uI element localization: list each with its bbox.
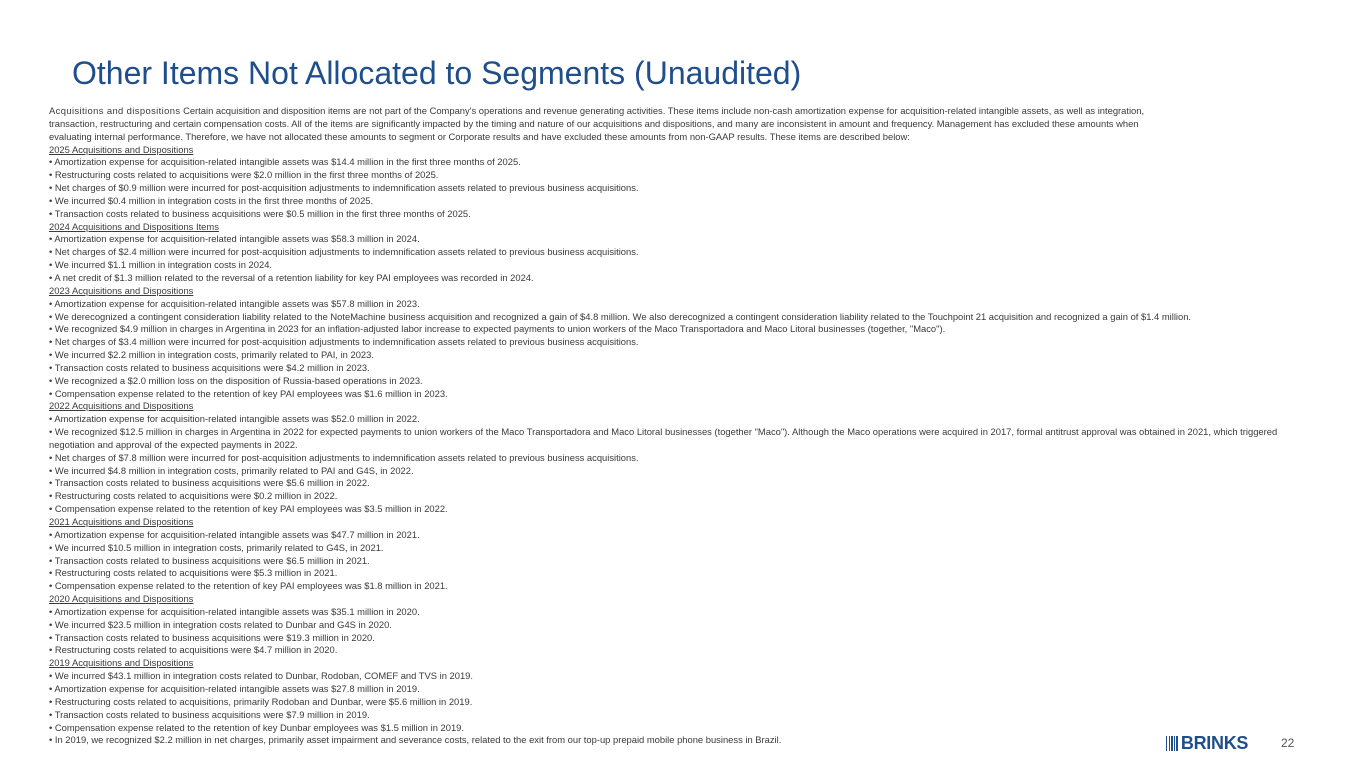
section-heading-2019: 2019 Acquisitions and Dispositions bbox=[49, 657, 194, 669]
bullet-item: • Amortization expense for acquisition-related intangible assets was $52.0 million in 2022. bbox=[49, 413, 420, 425]
bullet-item: • We incurred $1.1 million in integration costs in 2024. bbox=[49, 259, 273, 271]
section-heading-2021: 2021 Acquisitions and Dispositions bbox=[49, 516, 194, 527]
section-2020 bbox=[49, 593, 1301, 606]
bullet-item: • We incurred $0.4 million in integration costs in the first three months of 2025. bbox=[49, 194, 374, 206]
bullet-item: • Amortization expense for acquisition-related intangible assets was $57.8 million in 2023. bbox=[49, 297, 420, 309]
page-number: 22 bbox=[1281, 736, 1295, 750]
brinks-logo bbox=[1166, 735, 1248, 751]
bullet-item: • Amortization expense for acquisition-related intangible assets was $14.4 million in the first three months of 2025. bbox=[49, 156, 521, 168]
bullet-item: • We incurred $4.8 million in integration costs, primarily related to PAI and G4S, in 2022. bbox=[49, 464, 414, 476]
body-content bbox=[49, 105, 1301, 747]
bullet-item: • Compensation expense related to the retention of key PAI employees was $1.8 million in 2021. bbox=[49, 580, 448, 592]
section-heading-2024: 2024 Acquisitions and Dispositions Items bbox=[49, 220, 219, 232]
bullet-item: • Transaction costs related to business acquisitions were $6.5 million in 2021. bbox=[49, 554, 370, 566]
section-2021 bbox=[49, 516, 1301, 529]
logo-text: BRINKS bbox=[1180, 733, 1249, 753]
intro-paragraph-line-2: transaction, restructuring and certain compensation costs. All of the items are significantly impacted by the timing and nature of our acquisitions and dispositions, and many are inconsistent in amount and frequency. Management has excluded these amounts when bbox=[49, 117, 1139, 129]
bullet-item: • We recognized a $2.0 million loss on the disposition of Russia-based operations in 2023. bbox=[49, 374, 423, 386]
bullet-item: • We incurred $10.5 million in integration costs, primarily related to G4S, in 2021. bbox=[49, 541, 384, 553]
bullet-item: • Transaction costs related to business acquisitions were $0.5 million in the first three months of 2025. bbox=[49, 207, 471, 219]
section-2019 bbox=[49, 657, 1301, 670]
bullet-item: • We incurred $2.2 million in integration costs, primarily related to PAI, in 2023. bbox=[49, 349, 374, 361]
bullet-item: • Restructuring costs related to acquisitions were $4.7 million in 2020. bbox=[49, 644, 338, 656]
section-heading-2025: 2025 Acquisitions and Dispositions bbox=[49, 143, 194, 155]
bullet-item: • Net charges of $3.4 million were incurred for post-acquisition adjustments to indemnification assets related to previous business acquisitions. bbox=[49, 336, 639, 348]
section-2022 bbox=[49, 400, 1301, 413]
intro-text-1: Certain acquisition and disposition items are not part of the Company's operations and revenue generating activities. These items include non-cash amortization expense for acquisition-related intangible assets, as well as integration, bbox=[180, 105, 1145, 116]
bullet-item: • Transaction costs related to business acquisitions were $7.9 million in 2019. bbox=[49, 708, 370, 720]
section-heading-2020: 2020 Acquisitions and Dispositions bbox=[49, 593, 194, 605]
bullet-item: • In 2019, we recognized $2.2 million in net charges, primarily asset impairment and severance costs, related to the exit from our top-up prepaid mobile phone business in Brazil. bbox=[49, 734, 782, 746]
bullet-item: • Compensation expense related to the retention of key PAI employees was $1.6 million in 2023. bbox=[49, 387, 448, 399]
bullet-item: • Net charges of $0.9 million were incurred for post-acquisition adjustments to indemnification assets related to previous business acquisitions. bbox=[49, 182, 639, 194]
bullet-item: • Net charges of $2.4 million were incurred for post-acquisition adjustments to indemnification assets related to previous business acquisitions. bbox=[49, 246, 639, 258]
bullet-item: • Restructuring costs related to acquisitions were $5.3 million in 2021. bbox=[49, 567, 338, 579]
section-2024 bbox=[49, 221, 1301, 234]
intro-paragraph-line-1 bbox=[49, 105, 1301, 118]
bullet-item: • We incurred $43.1 million in integration costs related to Dunbar, Rodoban, COMEF and TVS in 2019. bbox=[49, 670, 473, 682]
bullet-item: • Transaction costs related to business acquisitions were $4.2 million in 2023. bbox=[49, 361, 370, 373]
bullet-item: • Transaction costs related to business acquisitions were $19.3 million in 2020. bbox=[49, 631, 375, 643]
bullet-item: • Amortization expense for acquisition-related intangible assets was $27.8 million in 2019. bbox=[49, 682, 420, 694]
bullet-item: • Compensation expense related to the retention of key Dunbar employees was $1.5 million in 2019. bbox=[49, 721, 464, 733]
intro-heading: Acquisitions and dispositions bbox=[49, 105, 181, 116]
logo-bars-icon bbox=[1166, 736, 1179, 751]
bullet-item: • We derecognized a contingent consideration liability related to the NoteMachine business acquisition and recognized a gain of $4.8 million. We also derecognized a contingent consideration liability related to the Touchpoint 21 acquisition and recognized a gain of $1.4 million. bbox=[49, 310, 1192, 322]
bullet-item: • Restructuring costs related to acquisitions were $0.2 million in 2022. bbox=[49, 490, 338, 502]
bullet-item: • We incurred $23.5 million in integration costs related to Dunbar and G4S in 2020. bbox=[49, 618, 392, 630]
bullet-item: • A net credit of $1.3 million related to the reversal of a retention liability for key PAI employees was recorded in 2024. bbox=[49, 271, 534, 283]
bullet-item: • We recognized $12.5 million in charges in Argentina in 2022 for expected payments to union workers of the Maco Transportadora and Maco Litoral businesses (together "Maco"). Although the Maco operations were acquired in 2017, formal antitrust approval was obtained in 2021, which triggered negotiation and approval of the expected payments in 2022. bbox=[49, 426, 1278, 450]
page-title: Other Items Not Allocated to Segments (Unaudited) bbox=[72, 55, 802, 91]
intro-paragraph-line-3: evaluating internal performance. Therefore, we have not allocated these amounts to segment or Corporate results and have excluded these amounts from non-GAAP results. These items are described below: bbox=[49, 130, 910, 142]
section-heading-2023: 2023 Acquisitions and Dispositions bbox=[49, 284, 194, 296]
section-heading-2022: 2022 Acquisitions and Dispositions bbox=[49, 400, 194, 412]
bullet-item: • Amortization expense for acquisition-related intangible assets was $58.3 million in 2024. bbox=[49, 233, 420, 245]
section-2023 bbox=[49, 285, 1301, 298]
bullet-item: • Amortization expense for acquisition-related intangible assets was $35.1 million in 2020. bbox=[49, 605, 420, 617]
bullet-item: • Amortization expense for acquisition-related intangible assets was $47.7 million in 2021. bbox=[49, 528, 420, 540]
bullet-item: • Net charges of $7.8 million were incurred for post-acquisition adjustments to indemnification assets related to previous business acquisitions. bbox=[49, 451, 639, 463]
bullet-item: • Transaction costs related to business acquisitions were $5.6 million in 2022. bbox=[49, 477, 370, 489]
bullet-item: • Restructuring costs related to acquisitions, primarily Rodoban and Dunbar, were $5.6 million in 2019. bbox=[49, 695, 473, 707]
bullet-item: • We recognized $4.9 million in charges in Argentina in 2023 for an inflation-adjusted labor increase to expected payments to union workers of the Maco Transportadora and Maco Litoral businesses (together, "Maco"). bbox=[49, 323, 946, 335]
bullet-item: • Restructuring costs related to acquisitions were $2.0 million in the first three months of 2025. bbox=[49, 169, 439, 181]
section-2025 bbox=[49, 144, 1301, 157]
bullet-item: • Compensation expense related to the retention of key PAI employees was $3.5 million in 2022. bbox=[49, 503, 448, 515]
